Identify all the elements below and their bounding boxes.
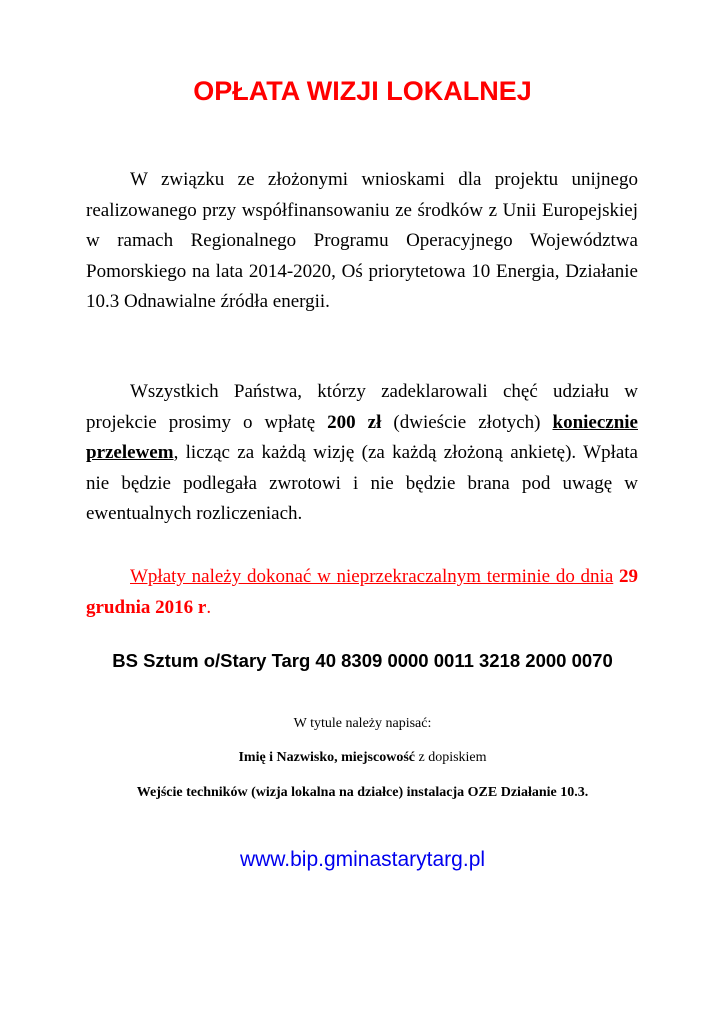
website-link[interactable]: www.bip.gminastarytarg.pl: [239, 848, 486, 871]
payment-text-part2: (dwieście złotych): [381, 411, 553, 433]
instructions-suffix: z dopiskiem: [414, 750, 487, 765]
document-title: OPŁATA WIZJI LOKALNEJ: [193, 76, 532, 106]
deadline-period: .: [206, 596, 212, 618]
bank-account: BS Sztum o/Stary Targ 40 8309 0000 0011 3218 2000 0070: [112, 650, 613, 671]
instructions-line3: Wejście techników (wizja lokalna na działce) instalacja OZE Działanie 10.3.: [136, 785, 589, 800]
deadline-date: 29 grudnia 2016 r: [86, 566, 638, 618]
instructions-line1: W tytule należy napisać:: [293, 716, 432, 731]
instructions-line2: [0, 750, 725, 766]
deadline-paragraph: [86, 562, 638, 623]
payment-text-part1: Wszystkich Państwa, którzy zadeklarowali chęć udziału w projekcie prosimy o wpłatę: [86, 381, 638, 433]
intro-paragraph: W związku ze złożonymi wnioskami dla projektu unijnego realizowanego przy współfinansowaniu ze środków z Unii Europejskiej w ramach Regionalnego Programu Operacyjnego Województwa Pomorskiego na lata 2014-2020, Oś priorytetowa 10 Energia, Działanie 10.3 Odnawialne źródła energii.: [86, 169, 638, 312]
payment-paragraph: [86, 377, 638, 530]
deadline-text: Wpłaty należy dokonać w nieprzekraczalnym terminie do dnia: [130, 566, 614, 587]
instructions-name-place: Imię i Nazwisko, miejscowość: [238, 750, 415, 765]
payment-method-emphasis: koniecznie przelewem: [86, 411, 638, 463]
payment-text-part3: , licząc za każdą wizję (za każdą złożoną ankietę). Wpłata nie będzie podlegała zwrotowi i nie będzie brana pod uwagę w ewentualnych rozliczeniach.: [86, 442, 638, 524]
payment-amount: 200 zł: [327, 411, 382, 433]
